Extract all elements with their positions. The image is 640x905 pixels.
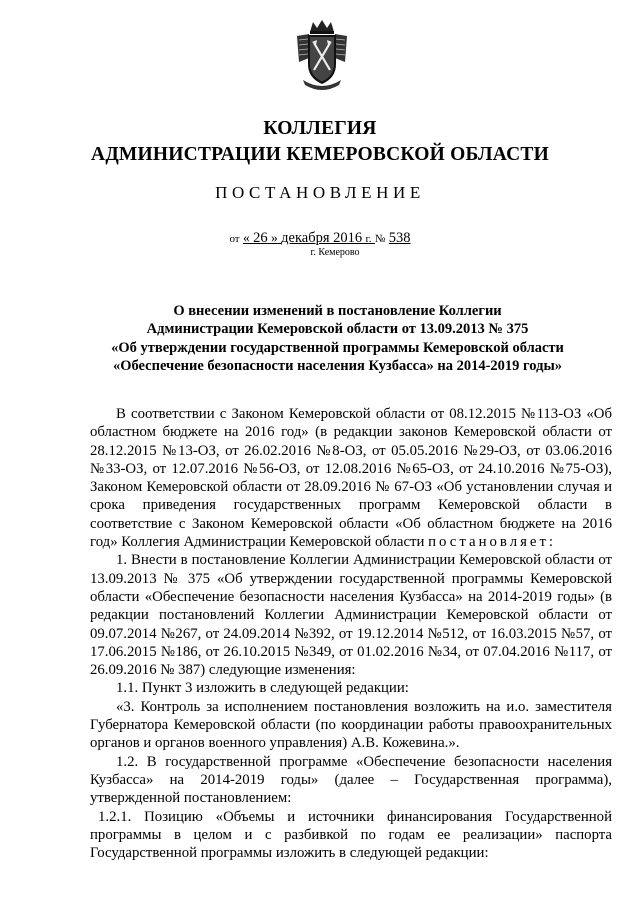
date-month-year: декабря 2016 [281,230,363,246]
paragraph-item-1: 1. Внести в постановление Коллегии Администрации Кемеровской области от 13.09.2013 № 375 «Об утверждении государственной программы Кемеровской области «Обеспечение безопасности населения Кузбасса» на 2014-2019 годы» (в редакции постановлений Коллегии Администрации Кемеровской области от 09.07.2014 №267, от 24.09.2014 №392, от 19.12.2014 №512, от 16.03.2015 №57, от 17.06.2015 №186, от 26.10.2015 №349, от 01.02.2016 №34, от 07.04.2016 №117, от 26.09.2016 № 387) следующие изменения: [90,552,612,679]
date-open-quote: « [243,230,250,245]
title-line: Администрации Кемеровской области от 13.09.2013 № 375 [146,321,529,338]
date-prefix: от [229,233,240,245]
date-close-quote: » [271,230,278,245]
title-line: «Об утверждении государственной программы Кемеровской области [111,339,564,356]
paragraph-item-1-1: 1.1. Пункт 3 изложить в следующей редакции: [116,680,409,697]
preamble-text: В соответствии с Законом Кемеровской области от 08.12.2015 №113-ОЗ «Об областном бюджете на 2016 год» (в редакции законов Кемеровской области от 28.12.2015 №13-ОЗ, от 26.02.2016 №8-ОЗ, от 05.05.2016 №29-ОЗ, от 03.06.2016 №33-ОЗ, от 12.07.2016 №56-ОЗ, от 12.08.2016 №65-ОЗ, от 24.10.2016 №75-ОЗ), Законом Кемеровской области от 28.09.2016 № 67-ОЗ «Об установлении случая и срока приведения государственных программ Кемеровской области в соответствие с Законом Кемеровской области «Об областном бюджете на 2016 год» Коллегия Администрации Кемеровской области [90,406,612,551]
org-name-line2: АДМИНИСТРАЦИИ КЕМЕРОВСКОЙ ОБЛАСТИ [91,144,549,165]
date-day: 26 [253,230,268,246]
document-number: 538 [388,230,411,246]
document-type: ПОСТАНОВЛЕНИЕ [215,183,425,202]
title-line: О внесении изменений в постановление Коллегии [173,303,502,319]
document-title [70,302,605,375]
paragraph-item-1-2: 1.2. В государственной программе «Обеспечение безопасности населения Кузбасса» на 2014-2019 годы» (далее – Государственная программа), утвержденной постановлением: [90,753,612,807]
paragraph-item-1-2-1: 1.2.1. Позицию «Объемы и источники финансирования Государственной программы в целом и с разбивкой по годам ее реализации» паспорта Государственной программы изложить в следующей редакции: [90,808,612,862]
number-sign: № [374,233,386,245]
document-date-number [0,230,640,247]
document-body [90,405,612,862]
resolves-word: постановляет: [428,534,557,551]
paragraph-quote-3: «3. Контроль за исполнением постановления возложить на и.о. заместителя Губернатора Кемеровской области (по координации работы правоохранительных органов и органов военного управления) А.В. Кожевина.». [90,698,612,752]
title-line: «Обеспечение безопасности населения Кузбасса» на 2014-2019 годы» [112,357,563,374]
date-year-suffix: г. [365,233,372,245]
city-name: г. Кемерово [310,247,360,258]
org-name-line1: КОЛЛЕГИЯ [263,118,377,139]
paragraph-preamble [90,405,612,551]
coat-of-arms-emblem [293,18,351,92]
